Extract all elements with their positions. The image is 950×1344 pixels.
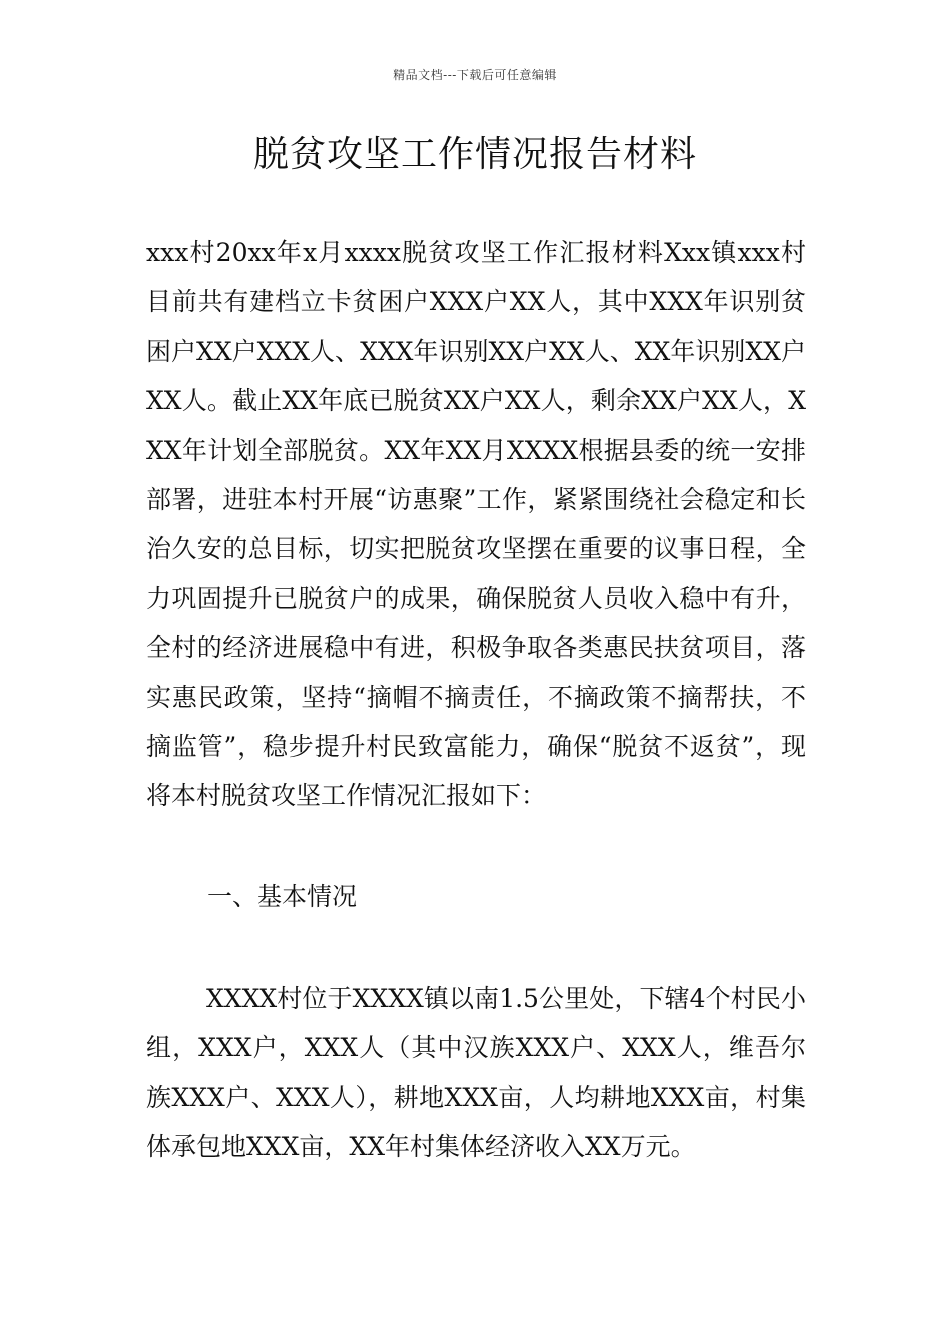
document-title: 脱贫攻坚工作情况报告材料 <box>252 134 697 175</box>
basic-situation-paragraph: XXXX村位于XXXX镇以南1.5公里处，下辖4个村民小组，XXX户，XXX人（其中汉族XXX户、XXX人，维吾尔族XXX户、XXX人），耕地XXX亩，人均耕地XXX亩，村集体承包地XXX亩，XX年村集体经济收入XX万元。 <box>146 984 806 1162</box>
header-note: 精品文档---下载后可任意编辑 <box>393 68 557 82</box>
intro-paragraph: xxx村20xx年x月xxxx脱贫攻坚工作汇报材料Xxx镇xxx村目前共有建档立卡贫困户XXX户XX人，其中XXX年识别贫困户XX户XXX人、XXX年识别XX户XX人、XX年识别XX户XX人。截止XX年底已脱贫XX户XX人，剩余XX户XX人，XXX年计划全部脱贫。XX年XX月XXXX根据县委的统一安排部署，进驻本村开展“访惠聚”工作，紧紧围绕社会稳定和长治久安的总目标，切实把脱贫攻坚摆在重要的议事日程，全力巩固提升已脱贫户的成果，确保脱贫人员收入稳中有升，全村的经济进展稳中有进，积极争取各类惠民扶贫项目，落实惠民政策，坚持“摘帽不摘责任，不摘政策不摘帮扶，不摘监管”，稳步提升村民致富能力，确保“脱贫不返贫”，现将本村脱贫攻坚工作情况汇报如下： <box>146 238 806 811</box>
section-heading-basic: 一、基本情况 <box>207 882 358 911</box>
